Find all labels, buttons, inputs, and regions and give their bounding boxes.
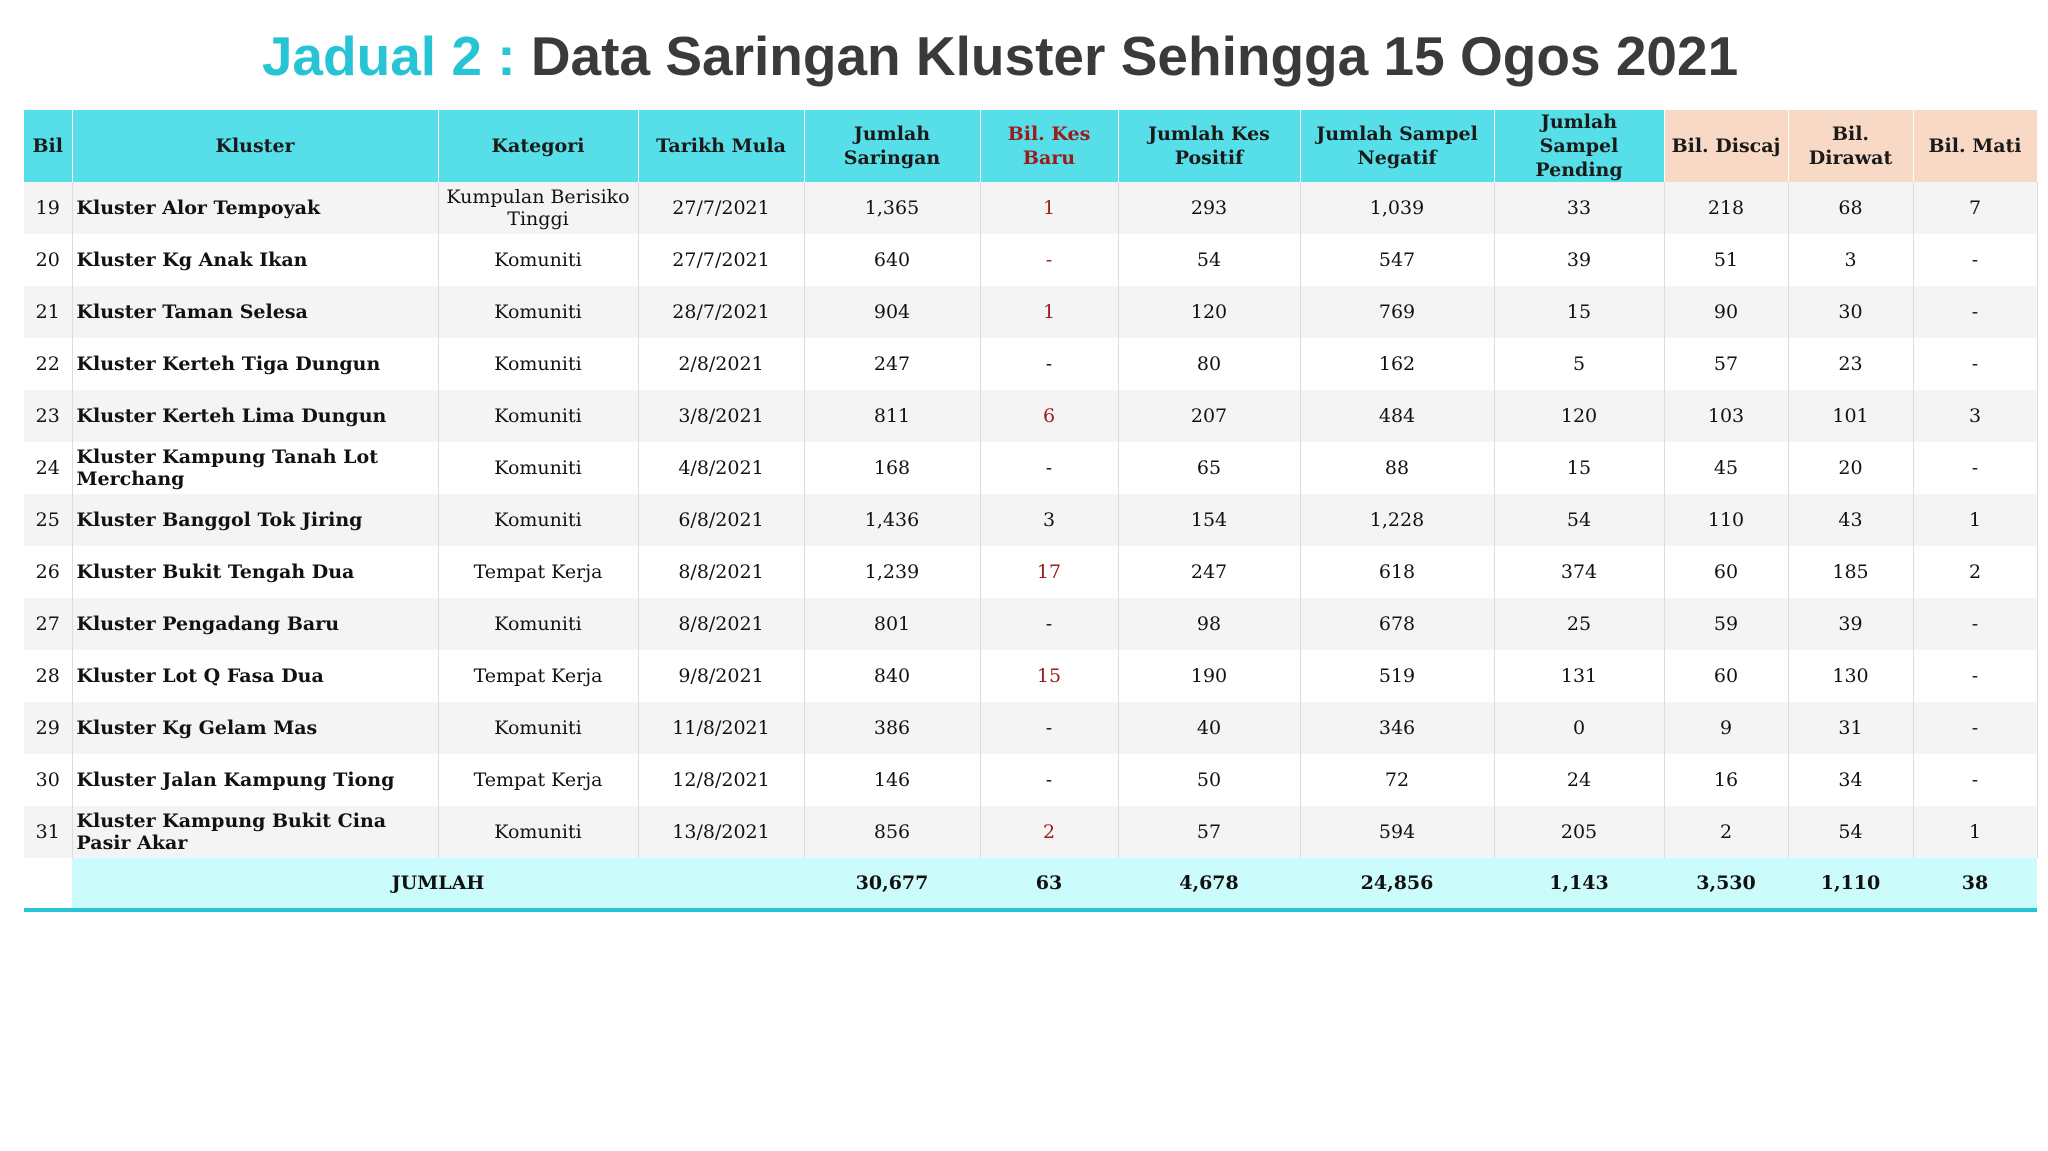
cell-kluster: Kluster Kampung Bukit Cina Pasir Akar	[72, 806, 438, 858]
cell-kluster: Kluster Jalan Kampung Tiong	[72, 754, 438, 806]
cell-jumlah-sampel-negatif: 519	[1300, 650, 1494, 702]
cell-bil: 27	[24, 598, 72, 650]
cell-bil: 25	[24, 494, 72, 546]
cell-jumlah-sampel-pending: 24	[1494, 754, 1664, 806]
cell-kluster: Kluster Alor Tempoyak	[72, 182, 438, 234]
cell-bil-dirawat: 101	[1788, 390, 1913, 442]
cell-jumlah-sampel-negatif: 88	[1300, 442, 1494, 494]
cell-bil-mati: -	[1913, 650, 2037, 702]
cell-bil-discaj: 57	[1664, 338, 1788, 390]
cell-jumlah-saringan: 1,436	[804, 494, 980, 546]
cell-bil-dirawat: 130	[1788, 650, 1913, 702]
table-row	[24, 754, 2037, 806]
cell-bil-dirawat: 30	[1788, 286, 1913, 338]
table-row	[24, 806, 2037, 858]
cell-bil-kes-baru: 1	[980, 182, 1118, 234]
cell-tarikh-mula: 4/8/2021	[638, 442, 804, 494]
cell-jumlah-kes-positif: 40	[1118, 702, 1300, 754]
cell-jumlah-saringan: 247	[804, 338, 980, 390]
cell-tarikh-mula: 6/8/2021	[638, 494, 804, 546]
cell-jumlah-sampel-negatif: 1,039	[1300, 182, 1494, 234]
cell-jumlah-sampel-negatif: 72	[1300, 754, 1494, 806]
cell-jumlah-sampel-pending: 0	[1494, 702, 1664, 754]
cell-kategori: Tempat Kerja	[438, 650, 638, 702]
cell-jumlah-sampel-negatif: 484	[1300, 390, 1494, 442]
cell-jumlah-saringan: 1,365	[804, 182, 980, 234]
cell-bil-kes-baru: -	[980, 338, 1118, 390]
cell-jumlah-kes-positif: 80	[1118, 338, 1300, 390]
cell-jumlah-sampel-negatif: 769	[1300, 286, 1494, 338]
cell-bil-discaj: 60	[1664, 650, 1788, 702]
cell-jumlah-sampel-pending: 15	[1494, 286, 1664, 338]
total-row	[24, 858, 2037, 910]
cell-bil-mati: -	[1913, 442, 2037, 494]
cell-jumlah-sampel-negatif: 594	[1300, 806, 1494, 858]
cell-kategori: Komuniti	[438, 234, 638, 286]
cell-bil-kes-baru: 15	[980, 650, 1118, 702]
cell-bil-discaj: 60	[1664, 546, 1788, 598]
table-body	[24, 182, 2037, 858]
cell-jumlah-sampel-pending: 54	[1494, 494, 1664, 546]
cell-jumlah-sampel-pending: 374	[1494, 546, 1664, 598]
cell-bil-kes-baru: -	[980, 598, 1118, 650]
cell-bil: 20	[24, 234, 72, 286]
cell-kategori: Kumpulan Berisiko Tinggi	[438, 182, 638, 234]
total-pending: 1,143	[1494, 858, 1664, 910]
cell-tarikh-mula: 13/8/2021	[638, 806, 804, 858]
header-bil-discaj: Bil. Discaj	[1664, 110, 1788, 182]
total-mati: 38	[1913, 858, 2037, 910]
table-row	[24, 442, 2037, 494]
total-discaj: 3,530	[1664, 858, 1788, 910]
cell-jumlah-saringan: 168	[804, 442, 980, 494]
cell-bil-kes-baru: 2	[980, 806, 1118, 858]
cell-bil-kes-baru: 3	[980, 494, 1118, 546]
cell-tarikh-mula: 3/8/2021	[638, 390, 804, 442]
cell-bil: 22	[24, 338, 72, 390]
cell-bil-discaj: 90	[1664, 286, 1788, 338]
cell-bil-kes-baru: 17	[980, 546, 1118, 598]
cell-bil-kes-baru: -	[980, 754, 1118, 806]
cell-bil-dirawat: 43	[1788, 494, 1913, 546]
total-kes-baru: 63	[980, 858, 1118, 910]
cell-bil-dirawat: 185	[1788, 546, 1913, 598]
cell-jumlah-sampel-pending: 15	[1494, 442, 1664, 494]
cell-jumlah-sampel-negatif: 618	[1300, 546, 1494, 598]
cell-kategori: Komuniti	[438, 390, 638, 442]
cell-jumlah-saringan: 856	[804, 806, 980, 858]
cell-bil-mati: -	[1913, 286, 2037, 338]
cell-tarikh-mula: 2/8/2021	[638, 338, 804, 390]
cell-kluster: Kluster Bukit Tengah Dua	[72, 546, 438, 598]
cell-jumlah-kes-positif: 190	[1118, 650, 1300, 702]
cell-kategori: Komuniti	[438, 442, 638, 494]
cell-jumlah-kes-positif: 65	[1118, 442, 1300, 494]
header-kategori: Kategori	[438, 110, 638, 182]
header-jumlah-saringan: Jumlah Saringan	[804, 110, 980, 182]
cluster-table	[24, 110, 2038, 912]
cell-jumlah-kes-positif: 50	[1118, 754, 1300, 806]
table-row	[24, 286, 2037, 338]
cell-jumlah-kes-positif: 247	[1118, 546, 1300, 598]
cell-bil-mati: -	[1913, 338, 2037, 390]
cell-bil-dirawat: 54	[1788, 806, 1913, 858]
cell-bil-discaj: 59	[1664, 598, 1788, 650]
header-kluster: Kluster	[72, 110, 438, 182]
cell-kategori: Tempat Kerja	[438, 754, 638, 806]
cell-kluster: Kluster Kerteh Tiga Dungun	[72, 338, 438, 390]
cell-bil-discaj: 2	[1664, 806, 1788, 858]
cell-kategori: Komuniti	[438, 702, 638, 754]
cell-bil-mati: 2	[1913, 546, 2037, 598]
cell-bil: 21	[24, 286, 72, 338]
cell-jumlah-sampel-pending: 33	[1494, 182, 1664, 234]
cell-jumlah-kes-positif: 54	[1118, 234, 1300, 286]
cell-kluster: Kluster Kg Gelam Mas	[72, 702, 438, 754]
cell-kategori: Komuniti	[438, 494, 638, 546]
title-main: Data Saringan Kluster Sehingga 15 Ogos 2021	[530, 25, 1739, 87]
header-bil: Bil	[24, 110, 72, 182]
cell-bil-mati: -	[1913, 702, 2037, 754]
cell-bil-mati: -	[1913, 754, 2037, 806]
cell-jumlah-saringan: 146	[804, 754, 980, 806]
table-row	[24, 494, 2037, 546]
cell-bil: 24	[24, 442, 72, 494]
cell-jumlah-saringan: 640	[804, 234, 980, 286]
cell-jumlah-saringan: 904	[804, 286, 980, 338]
cell-bil-kes-baru: 1	[980, 286, 1118, 338]
header-jumlah-kes-positif: Jumlah Kes Positif	[1118, 110, 1300, 182]
cell-bil-mati: 1	[1913, 806, 2037, 858]
table-row	[24, 234, 2037, 286]
cell-kategori: Komuniti	[438, 286, 638, 338]
header-jumlah-sampel-pending: Jumlah Sampel Pending	[1494, 110, 1664, 182]
cell-bil: 28	[24, 650, 72, 702]
cell-jumlah-sampel-negatif: 162	[1300, 338, 1494, 390]
cell-tarikh-mula: 12/8/2021	[638, 754, 804, 806]
cell-jumlah-sampel-pending: 39	[1494, 234, 1664, 286]
cell-bil-kes-baru: -	[980, 442, 1118, 494]
cell-jumlah-kes-positif: 154	[1118, 494, 1300, 546]
cell-jumlah-sampel-negatif: 678	[1300, 598, 1494, 650]
total-blank-cell	[24, 858, 72, 910]
cell-jumlah-kes-positif: 293	[1118, 182, 1300, 234]
cell-bil-discaj: 9	[1664, 702, 1788, 754]
cell-bil-mati: 3	[1913, 390, 2037, 442]
cell-bil-discaj: 51	[1664, 234, 1788, 286]
cell-tarikh-mula: 28/7/2021	[638, 286, 804, 338]
cell-jumlah-kes-positif: 120	[1118, 286, 1300, 338]
cell-tarikh-mula: 11/8/2021	[638, 702, 804, 754]
cell-jumlah-sampel-pending: 205	[1494, 806, 1664, 858]
total-label: JUMLAH	[72, 858, 804, 910]
cell-jumlah-sampel-negatif: 1,228	[1300, 494, 1494, 546]
cell-tarikh-mula: 27/7/2021	[638, 182, 804, 234]
cell-jumlah-saringan: 801	[804, 598, 980, 650]
cell-bil-dirawat: 3	[1788, 234, 1913, 286]
cell-kluster: Kluster Kg Anak Ikan	[72, 234, 438, 286]
cell-jumlah-kes-positif: 57	[1118, 806, 1300, 858]
cell-jumlah-saringan: 811	[804, 390, 980, 442]
cell-bil-dirawat: 39	[1788, 598, 1913, 650]
cell-bil-mati: -	[1913, 598, 2037, 650]
cell-jumlah-saringan: 840	[804, 650, 980, 702]
cell-kluster: Kluster Pengadang Baru	[72, 598, 438, 650]
cell-bil: 26	[24, 546, 72, 598]
cell-bil-kes-baru: -	[980, 702, 1118, 754]
cell-bil-dirawat: 23	[1788, 338, 1913, 390]
total-negatif: 24,856	[1300, 858, 1494, 910]
cell-jumlah-sampel-pending: 5	[1494, 338, 1664, 390]
cell-kluster: Kluster Banggol Tok Jiring	[72, 494, 438, 546]
cell-kategori: Komuniti	[438, 338, 638, 390]
cell-tarikh-mula: 9/8/2021	[638, 650, 804, 702]
cell-jumlah-kes-positif: 98	[1118, 598, 1300, 650]
cell-bil: 30	[24, 754, 72, 806]
header-bil-mati: Bil. Mati	[1913, 110, 2037, 182]
header-tarikh-mula: Tarikh Mula	[638, 110, 804, 182]
cell-kategori: Tempat Kerja	[438, 546, 638, 598]
cell-kluster: Kluster Taman Selesa	[72, 286, 438, 338]
cell-tarikh-mula: 8/8/2021	[638, 546, 804, 598]
cell-bil-discaj: 218	[1664, 182, 1788, 234]
table-row	[24, 338, 2037, 390]
header-bil-kes-baru: Bil. Kes Baru	[980, 110, 1118, 182]
total-saringan: 30,677	[804, 858, 980, 910]
cell-bil-mati: 7	[1913, 182, 2037, 234]
cell-bil: 31	[24, 806, 72, 858]
total-dirawat: 1,110	[1788, 858, 1913, 910]
table-row	[24, 702, 2037, 754]
cell-bil-dirawat: 31	[1788, 702, 1913, 754]
cell-kluster: Kluster Lot Q Fasa Dua	[72, 650, 438, 702]
cell-jumlah-saringan: 1,239	[804, 546, 980, 598]
cell-tarikh-mula: 27/7/2021	[638, 234, 804, 286]
cell-bil-dirawat: 20	[1788, 442, 1913, 494]
table-row	[24, 390, 2037, 442]
header-jumlah-sampel-negatif: Jumlah Sampel Negatif	[1300, 110, 1494, 182]
cell-bil: 29	[24, 702, 72, 754]
cell-jumlah-sampel-pending: 25	[1494, 598, 1664, 650]
cell-bil-kes-baru: 6	[980, 390, 1118, 442]
cell-bil: 19	[24, 182, 72, 234]
cell-bil-discaj: 45	[1664, 442, 1788, 494]
table-row	[24, 598, 2037, 650]
cell-bil-discaj: 110	[1664, 494, 1788, 546]
header-bil-dirawat: Bil. Dirawat	[1788, 110, 1913, 182]
page-title	[0, 20, 2000, 92]
cell-kluster: Kluster Kampung Tanah Lot Merchang	[72, 442, 438, 494]
table-row	[24, 182, 2037, 234]
cell-bil-discaj: 103	[1664, 390, 1788, 442]
total-kes-positif: 4,678	[1118, 858, 1300, 910]
cell-bil-dirawat: 34	[1788, 754, 1913, 806]
cell-jumlah-kes-positif: 207	[1118, 390, 1300, 442]
cell-bil-kes-baru: -	[980, 234, 1118, 286]
cell-jumlah-sampel-pending: 131	[1494, 650, 1664, 702]
title-prefix: Jadual 2 :	[261, 25, 516, 87]
cell-kategori: Komuniti	[438, 598, 638, 650]
cell-kategori: Komuniti	[438, 806, 638, 858]
cell-bil-discaj: 16	[1664, 754, 1788, 806]
table-header-row	[24, 110, 2037, 182]
cell-bil-mati: -	[1913, 234, 2037, 286]
cell-bil-mati: 1	[1913, 494, 2037, 546]
cell-jumlah-sampel-negatif: 547	[1300, 234, 1494, 286]
table-row	[24, 546, 2037, 598]
cell-jumlah-sampel-pending: 120	[1494, 390, 1664, 442]
cell-jumlah-sampel-negatif: 346	[1300, 702, 1494, 754]
cell-bil: 23	[24, 390, 72, 442]
cell-kluster: Kluster Kerteh Lima Dungun	[72, 390, 438, 442]
cell-bil-dirawat: 68	[1788, 182, 1913, 234]
cell-tarikh-mula: 8/8/2021	[638, 598, 804, 650]
cell-jumlah-saringan: 386	[804, 702, 980, 754]
table-row	[24, 650, 2037, 702]
